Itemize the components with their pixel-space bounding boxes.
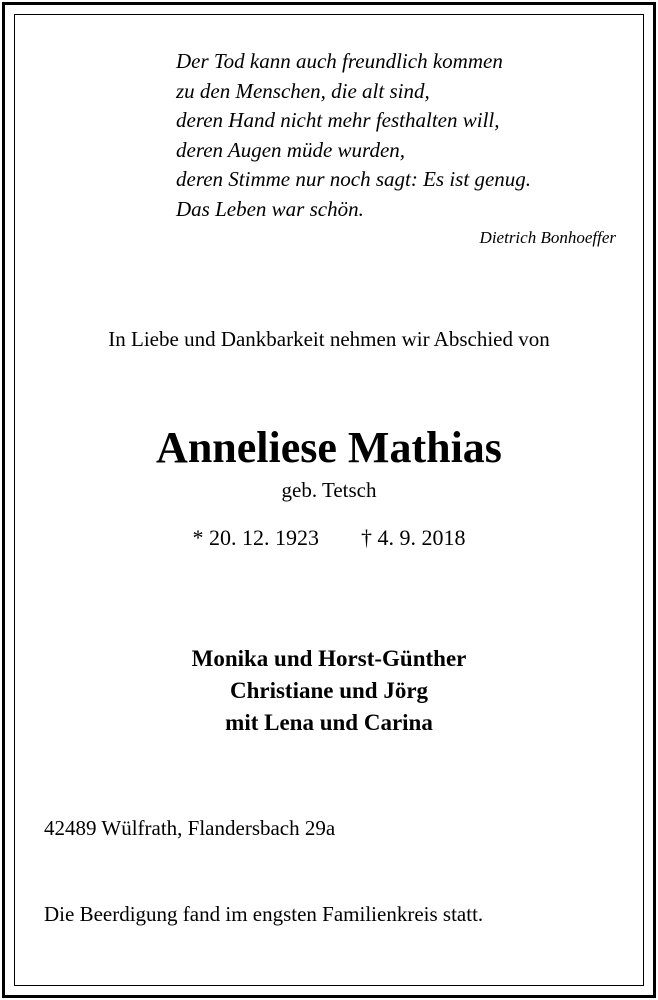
life-dates	[0, 525, 658, 551]
poem-line: Der Tod kann auch freundlich kommen	[176, 49, 503, 73]
poem-line: deren Augen müde wurden,	[176, 137, 406, 162]
poem-author: Dietrich Bonhoeffer	[479, 228, 616, 247]
family-line: Monika und Horst-Günther	[191, 646, 467, 671]
family-line: Christiane und Jörg	[229, 678, 429, 703]
poem-line: Das Leben war schön.	[176, 196, 364, 221]
family-members	[0, 643, 658, 739]
birth-name: geb. Tetsch	[281, 478, 377, 502]
family-line: mit Lena und Carina	[225, 710, 433, 735]
deceased-name: Anneliese Mathias	[156, 423, 502, 472]
intro-text: In Liebe und Dankbarkeit nehmen wir Abschied von	[108, 327, 550, 351]
poem-line: deren Hand nicht mehr festhalten will,	[176, 108, 500, 132]
poem-line: deren Stimme nur noch sagt: Es ist genug.	[176, 167, 532, 191]
poem-line: zu den Menschen, die alt sind,	[176, 78, 430, 103]
address: 42489 Wülfrath, Flandersbach 29a	[44, 816, 336, 840]
funeral-note: Die Beerdigung fand im engsten Familienkreis statt.	[44, 902, 484, 926]
death-date: † 4. 9. 2018	[361, 525, 466, 550]
poem	[176, 47, 531, 224]
birth-date: * 20. 12. 1923	[192, 525, 319, 550]
